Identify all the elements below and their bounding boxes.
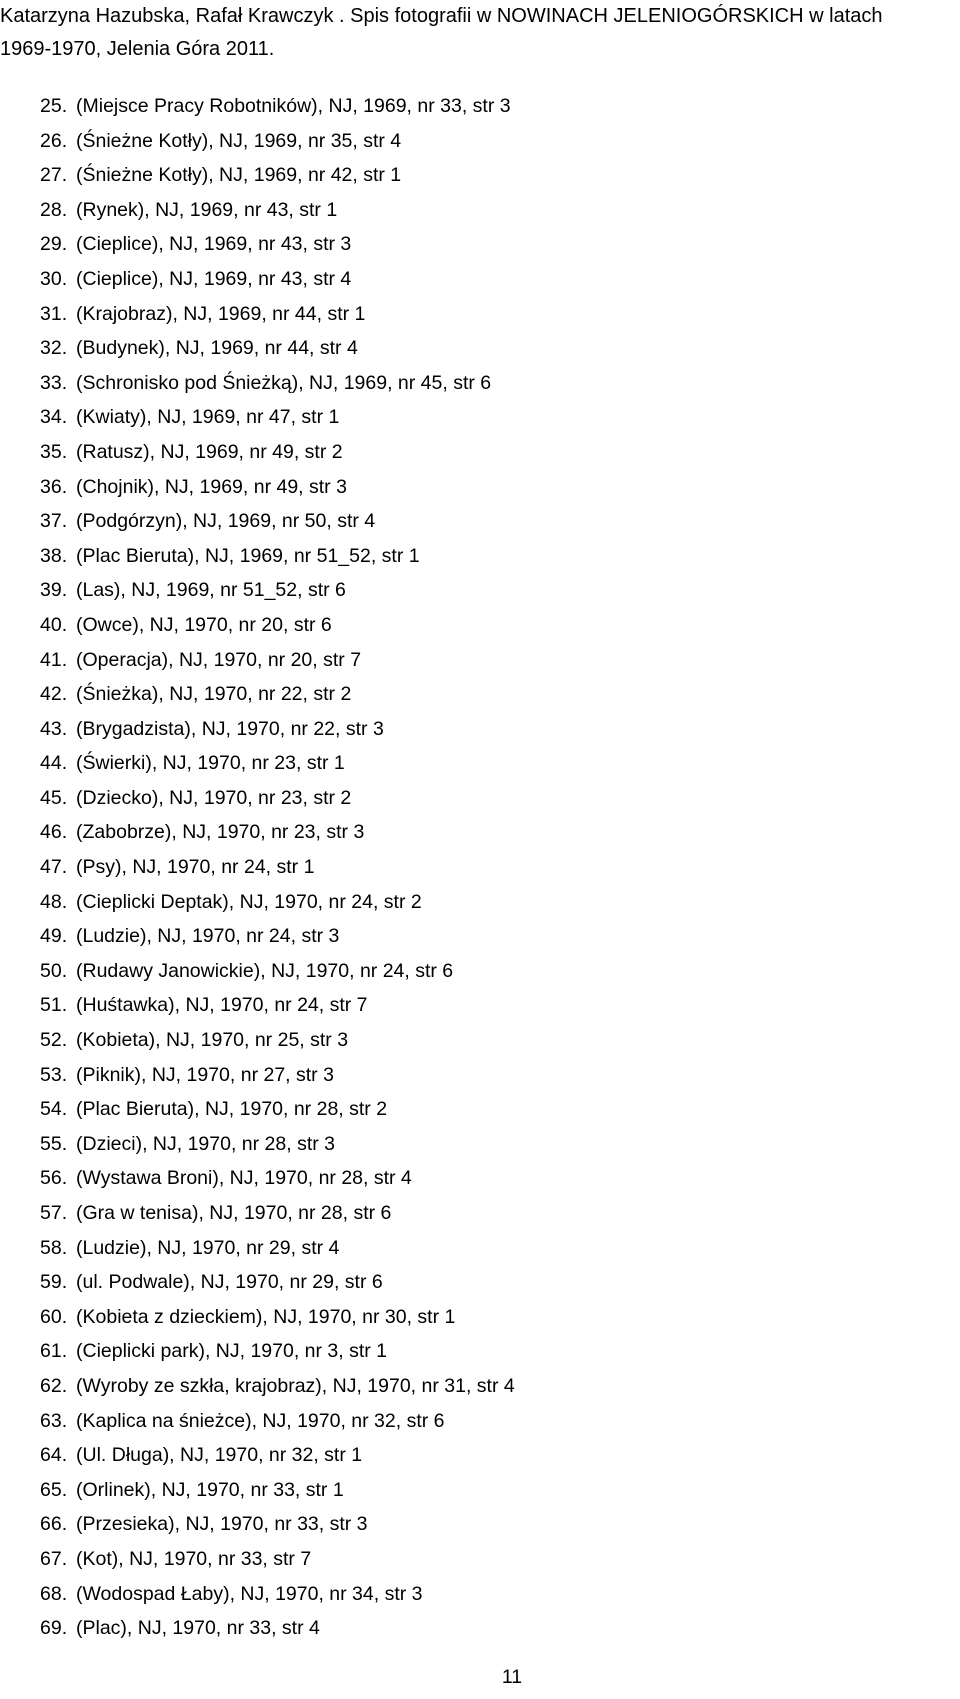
item-number: 69. — [40, 1617, 68, 1640]
list-item — [40, 331, 515, 366]
item-number: 43. — [40, 717, 68, 740]
item-number: 68. — [40, 1582, 68, 1605]
list-item — [40, 1507, 515, 1542]
item-number: 52. — [40, 1029, 68, 1052]
list-item — [40, 608, 515, 643]
list-item — [40, 1092, 515, 1127]
item-number: 59. — [40, 1271, 68, 1294]
item-text: (Cieplicki Deptak), NJ, 1970, nr 24, str 2 — [76, 890, 422, 913]
list-item — [40, 1023, 515, 1058]
item-number: 63. — [40, 1409, 68, 1432]
item-text: (Huśtawka), NJ, 1970, nr 24, str 7 — [76, 994, 368, 1017]
item-text: (Krajobraz), NJ, 1969, nr 44, str 1 — [76, 302, 366, 325]
list-item — [40, 988, 515, 1023]
item-text: (Świerki), NJ, 1970, nr 23, str 1 — [76, 752, 345, 775]
list-item — [40, 1161, 515, 1196]
item-text: (Wystawa Broni), NJ, 1970, nr 28, str 4 — [76, 1167, 412, 1190]
item-text: (Ludzie), NJ, 1970, nr 24, str 3 — [76, 925, 340, 948]
item-number: 67. — [40, 1547, 68, 1570]
item-number: 32. — [40, 337, 68, 360]
item-number: 44. — [40, 752, 68, 775]
list-item — [40, 712, 515, 747]
list-item — [40, 1473, 515, 1508]
item-text: (Wodospad Łaby), NJ, 1970, nr 34, str 3 — [76, 1582, 423, 1605]
item-text: (Przesieka), NJ, 1970, nr 33, str 3 — [76, 1513, 368, 1536]
list-item — [40, 1058, 515, 1093]
item-text: (Owce), NJ, 1970, nr 20, str 6 — [76, 613, 332, 636]
item-text: (Cieplice), NJ, 1969, nr 43, str 4 — [76, 267, 352, 290]
header-line-1: Katarzyna Hazubska, Rafał Krawczyk . Spis fotografii w NOWINACH JELENIOGÓRSKICH w latach — [0, 5, 883, 27]
header-line-2: 1969-1970, Jelenia Góra 2011. — [0, 38, 275, 60]
item-number: 51. — [40, 994, 68, 1017]
list-item — [40, 1300, 515, 1335]
item-number: 46. — [40, 821, 68, 844]
item-text: (Cieplicki park), NJ, 1970, nr 3, str 1 — [76, 1340, 388, 1363]
item-number: 35. — [40, 440, 68, 463]
item-number: 49. — [40, 925, 68, 948]
item-number: 30. — [40, 267, 68, 290]
item-text: (Plac Bieruta), NJ, 1969, nr 51_52, str 1 — [76, 544, 420, 567]
list-item — [40, 885, 515, 920]
list-item — [40, 919, 515, 954]
item-text: (Ul. Długa), NJ, 1970, nr 32, str 1 — [76, 1444, 363, 1467]
item-number: 55. — [40, 1132, 68, 1155]
item-text: (Ludzie), NJ, 1970, nr 29, str 4 — [76, 1236, 340, 1259]
list-item — [40, 850, 515, 885]
item-number: 27. — [40, 164, 68, 187]
item-number: 29. — [40, 233, 68, 256]
list-item — [40, 504, 515, 539]
item-number: 58. — [40, 1236, 68, 1259]
item-text: (Kot), NJ, 1970, nr 33, str 7 — [76, 1547, 312, 1570]
item-number: 40. — [40, 613, 68, 636]
item-number: 41. — [40, 648, 68, 671]
list-item — [40, 366, 515, 401]
list-item — [40, 124, 515, 159]
item-number: 36. — [40, 475, 68, 498]
page-header — [0, 0, 950, 66]
list-item — [40, 1231, 515, 1266]
item-number: 66. — [40, 1513, 68, 1536]
list-item — [40, 1127, 515, 1162]
page-number: 11 — [501, 1666, 523, 1688]
item-number: 65. — [40, 1478, 68, 1501]
item-number: 48. — [40, 890, 68, 913]
list-item — [40, 1611, 515, 1646]
item-number: 39. — [40, 579, 68, 602]
item-text: (Kobieta z dzieckiem), NJ, 1970, nr 30, str 1 — [76, 1305, 456, 1328]
item-text: (Dziecko), NJ, 1970, nr 23, str 2 — [76, 786, 352, 809]
item-text: (ul. Podwale), NJ, 1970, nr 29, str 6 — [76, 1271, 383, 1294]
item-number: 57. — [40, 1202, 68, 1224]
item-text: (Brygadzista), NJ, 1970, nr 22, str 3 — [76, 717, 384, 740]
list-item — [40, 89, 515, 124]
list-item — [40, 954, 515, 989]
list-item — [40, 643, 515, 678]
item-number: 54. — [40, 1098, 68, 1121]
list-item — [40, 227, 515, 262]
item-text: (Rudawy Janowickie), NJ, 1970, nr 24, str 6 — [76, 959, 454, 982]
item-text: (Ratusz), NJ, 1969, nr 49, str 2 — [76, 440, 343, 463]
list-item — [40, 297, 515, 332]
item-text: (Schronisko pod Śnieżką), NJ, 1969, nr 45, str 6 — [76, 371, 492, 394]
item-number: 61. — [40, 1340, 68, 1363]
list-item — [40, 400, 515, 435]
list-item — [40, 262, 515, 297]
item-text: (Piknik), NJ, 1970, nr 27, str 3 — [76, 1063, 334, 1086]
item-number: 31. — [40, 302, 68, 325]
item-number: 60. — [40, 1305, 68, 1328]
item-text: (Kaplica na śnieżce), NJ, 1970, nr 32, str 6 — [76, 1409, 445, 1432]
item-text: (Wyroby ze szkła, krajobraz), NJ, 1970, nr 31, str 4 — [76, 1374, 515, 1397]
item-text: (Cieplice), NJ, 1969, nr 43, str 3 — [76, 233, 352, 256]
list-item — [40, 677, 515, 712]
item-text: (Plac Bieruta), NJ, 1970, nr 28, str 2 — [76, 1098, 388, 1121]
list-item — [40, 746, 515, 781]
item-text: (Plac), NJ, 1970, nr 33, str 4 — [76, 1617, 320, 1640]
item-number: 50. — [40, 959, 68, 982]
item-text: (Operacja), NJ, 1970, nr 20, str 7 — [76, 648, 362, 671]
list-item — [40, 1438, 515, 1473]
item-text: (Śnieżne Kotły), NJ, 1969, nr 42, str 1 — [76, 164, 402, 187]
item-text: (Las), NJ, 1969, nr 51_52, str 6 — [76, 579, 346, 602]
item-number: 47. — [40, 856, 68, 879]
item-text: (Gra w tenisa), NJ, 1970, nr 28, str 6 — [76, 1202, 392, 1224]
item-number: 45. — [40, 786, 68, 809]
item-text: (Zabobrze), NJ, 1970, nr 23, str 3 — [76, 821, 365, 844]
item-text: (Budynek), NJ, 1969, nr 44, str 4 — [76, 337, 358, 360]
item-text: (Miejsce Pracy Robotników), NJ, 1969, nr 33, str 3 — [76, 95, 511, 117]
item-text: (Psy), NJ, 1970, nr 24, str 1 — [76, 856, 315, 879]
list-item — [40, 158, 515, 193]
item-number: 28. — [40, 198, 68, 221]
item-text: (Śnieżka), NJ, 1970, nr 22, str 2 — [76, 683, 352, 706]
list-item — [40, 1334, 515, 1369]
list-item — [40, 193, 515, 228]
item-number: 37. — [40, 510, 68, 533]
item-text: (Podgórzyn), NJ, 1969, nr 50, str 4 — [76, 510, 376, 533]
item-number: 42. — [40, 683, 68, 706]
item-number: 38. — [40, 544, 68, 567]
list-item — [40, 815, 515, 850]
item-number: 26. — [40, 129, 68, 152]
item-number: 64. — [40, 1444, 68, 1467]
item-number: 25. — [40, 95, 68, 117]
item-text: (Śnieżne Kotły), NJ, 1969, nr 35, str 4 — [76, 129, 402, 152]
item-number: 33. — [40, 371, 68, 394]
list-item — [40, 539, 515, 574]
item-text: (Chojnik), NJ, 1969, nr 49, str 3 — [76, 475, 347, 498]
item-text: (Kobieta), NJ, 1970, nr 25, str 3 — [76, 1029, 349, 1052]
item-text: (Rynek), NJ, 1969, nr 43, str 1 — [76, 198, 338, 221]
list-item — [40, 1196, 515, 1231]
list-item — [40, 573, 515, 608]
list-item — [40, 1265, 515, 1300]
list-item — [40, 1404, 515, 1439]
item-text: (Kwiaty), NJ, 1969, nr 47, str 1 — [76, 406, 340, 429]
list-item — [40, 1577, 515, 1612]
item-number: 53. — [40, 1063, 68, 1086]
item-text: (Orlinek), NJ, 1970, nr 33, str 1 — [76, 1478, 344, 1501]
list-item — [40, 1369, 515, 1404]
item-text: (Dzieci), NJ, 1970, nr 28, str 3 — [76, 1132, 336, 1155]
list-item — [40, 470, 515, 505]
photo-list — [40, 89, 515, 1646]
item-number: 34. — [40, 406, 68, 429]
list-item — [40, 1542, 515, 1577]
item-number: 62. — [40, 1374, 68, 1397]
list-item — [40, 781, 515, 816]
item-number: 56. — [40, 1167, 68, 1190]
list-item — [40, 435, 515, 470]
